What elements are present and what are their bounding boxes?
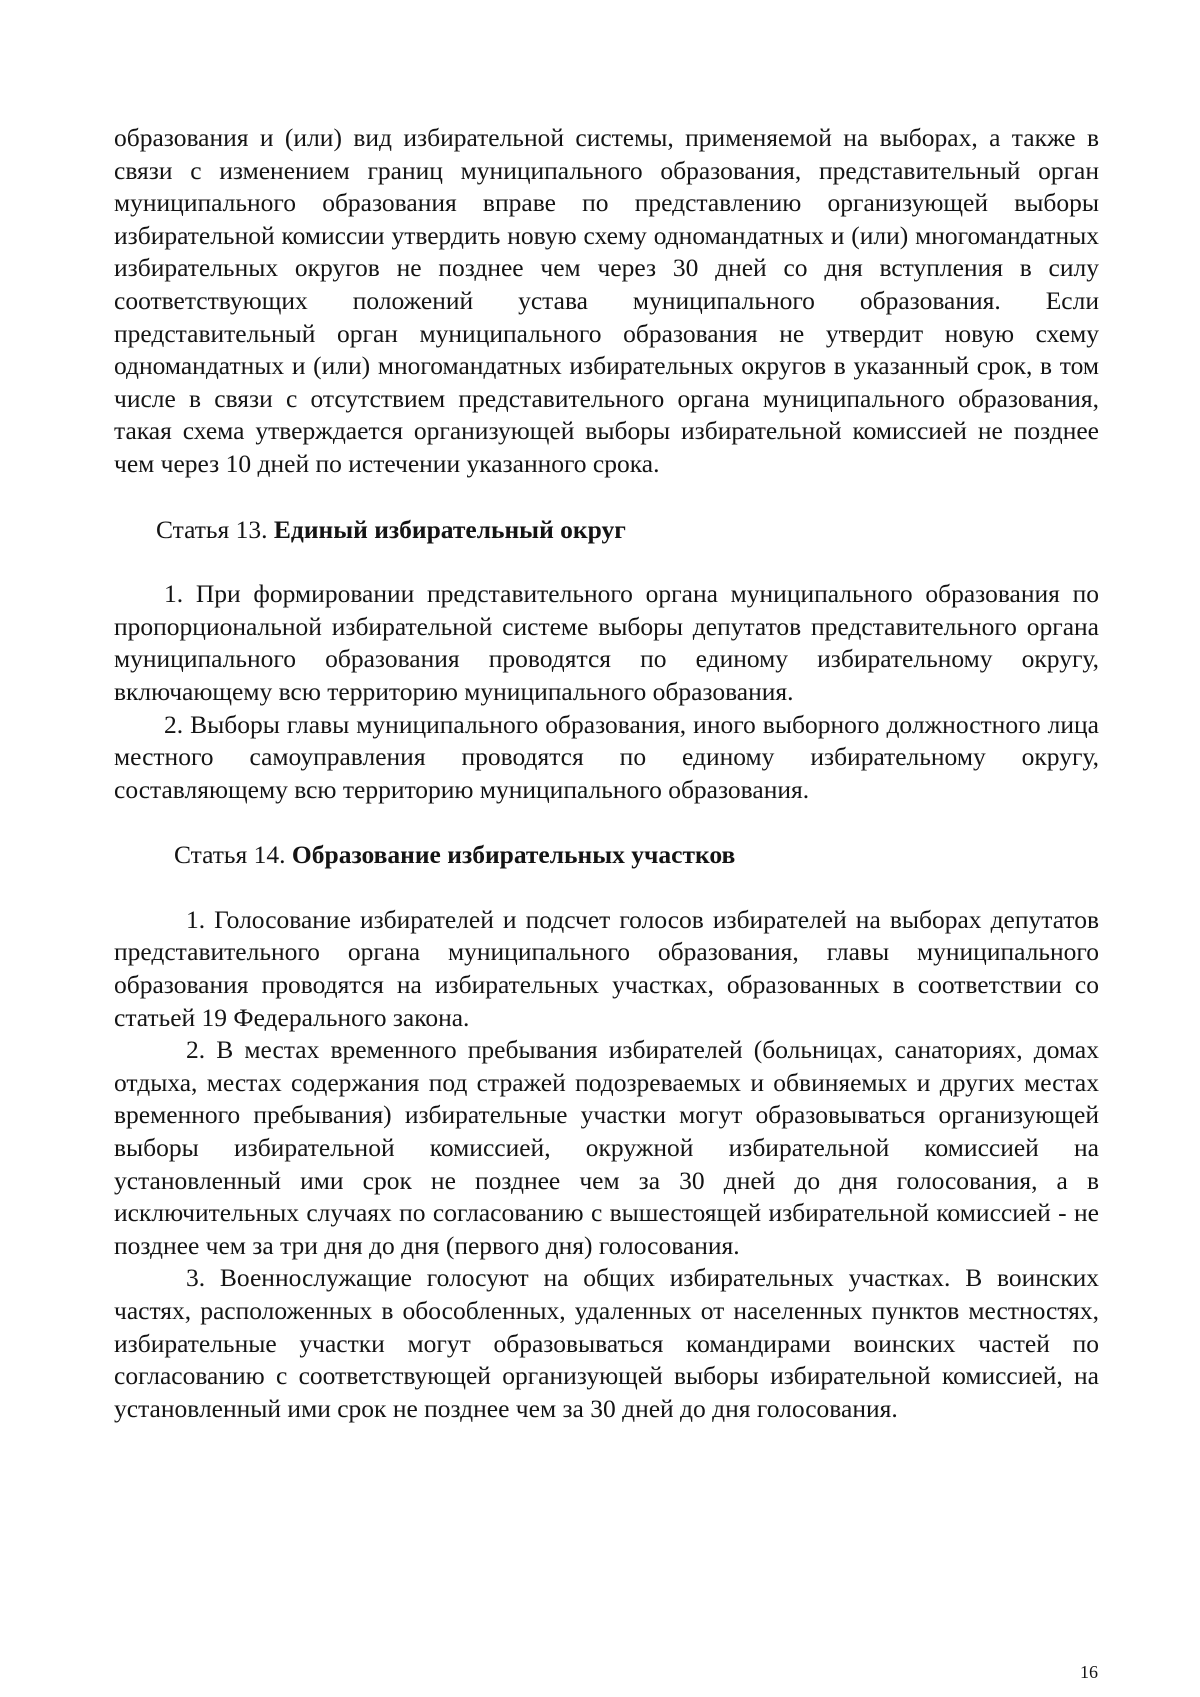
article-13-paragraph-1: 1. При формировании представительного органа муниципального образования по пропорциональной избирательной системе выборы депутатов представительного органа муниципального образования проводятся по единому избирательному округу, включающему всю территорию муниципального образования. (114, 579, 1099, 706)
intro-paragraph: образования и (или) вид избирательной системы, применяемой на выборах, а также в связи с изменением границ муниципального образования, представительный орган муниципального образования вправе по представлению организующей выборы избирательной комиссии утвердить новую схему одномандатных и (или) многомандатных избирательных округов не позднее чем через 30 дней со дня вступления в силу соответствующих положений устава муниципального образования. Если представительный орган муниципального образования не утвердит новую схему одномандатных и (или) многомандатных избирательных округов в указанный срок, в том числе в связи с отсутствием представительного органа муниципального образования, такая схема утверждается организующей выборы избирательной комиссией не позднее чем через 10 дней по истечении указанного срока. (114, 123, 1099, 478)
document-body (114, 122, 1099, 1425)
article-14-prefix: Статья 14. (174, 840, 292, 870)
article-14-paragraph-2: 2. В местах временного пребывания избирателей (больницах, санаториях, домах отдыха, местах содержания под стражей подозреваемых и обвиняемых и других местах временного пребывания) избирательные участки могут образовываться организующей выборы избирательной комиссией, окружной избирательной комиссией на установленный ими срок не позднее чем за 30 дней до дня голосования, а в исключительных случаях по согласованию с вышестоящей избирательной комиссией - не позднее чем за три дня до дня (первого дня) голосования. (114, 1035, 1099, 1260)
article-13-prefix: Статья 13. (156, 514, 274, 544)
article-14-title: Образование избирательных участков (291, 840, 736, 870)
article-13-heading (114, 514, 1099, 547)
article-13-paragraph-2: 2. Выборы главы муниципального образования, иного выборного должностного лица местного самоуправления проводятся по единому избирательному округу, составляющему всю территорию муниципального образования. (114, 709, 1099, 804)
article-13-title: Единый избирательный округ (273, 514, 626, 544)
article-14-paragraph-1: 1. Голосование избирателей и подсчет голосов избирателей на выборах депутатов представительного органа муниципального образования, главы муниципального образования проводятся на избирательных участках, образованных в соответствии со статьей 19 Федерального закона. (114, 904, 1099, 1032)
article-14-paragraph-3: 3. Военнослужащие голосуют на общих избирательных участках. В воинских частях, расположенных в обособленных, удаленных от населенных пунктов местностях, избирательные участки могут образовываться командирами воинских частей по согласованию с соответствующей организующей выборы избирательной комиссией, на установленный ими срок не позднее чем за 30 дней до дня голосования. (114, 1263, 1099, 1423)
page-number: 16 (1080, 1662, 1098, 1682)
article-14-heading (114, 839, 1099, 872)
